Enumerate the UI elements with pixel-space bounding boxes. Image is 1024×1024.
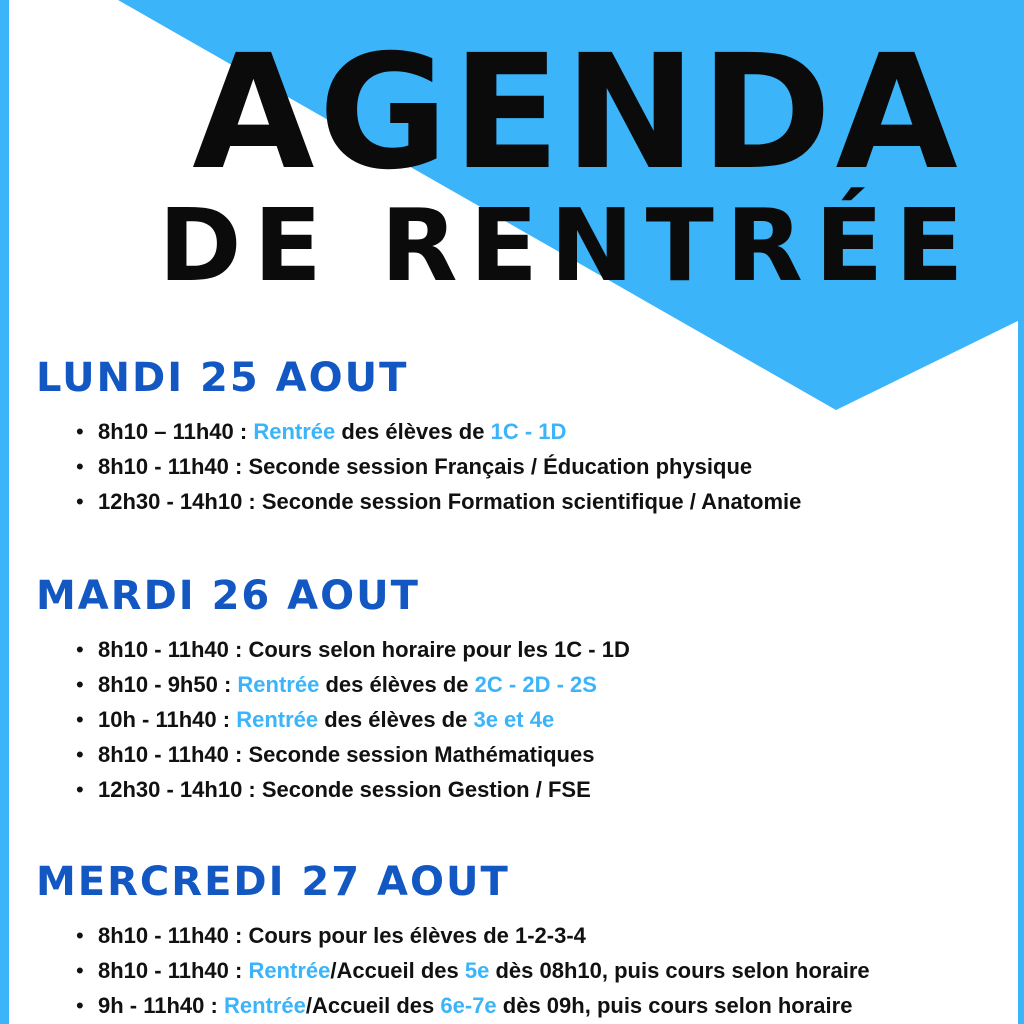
bullet-icon: • xyxy=(76,454,84,479)
item-text: Cours selon horaire pour les 1C - 1D xyxy=(248,637,630,662)
schedule-item xyxy=(76,988,1004,1023)
day-heading: LUNDI 25 AOUT xyxy=(36,355,409,401)
item-text: /Accueil des xyxy=(330,958,465,983)
schedule-item xyxy=(76,667,1004,702)
time-range: 12h30 - 14h10 xyxy=(98,777,243,802)
separator: : xyxy=(228,958,249,983)
item-text: Seconde session Français / Éducation physique xyxy=(248,454,753,479)
time-range: 9h - 11h40 xyxy=(98,993,205,1018)
schedule-item xyxy=(76,918,1004,953)
day-section-mercredi xyxy=(36,858,1004,1023)
highlight-text: 3e et 4e xyxy=(473,707,555,732)
item-text: /Accueil des xyxy=(305,993,441,1018)
time-range: 8h10 - 11h40 xyxy=(98,958,229,983)
item-text: des élèves de xyxy=(318,707,474,732)
schedule-item xyxy=(76,953,1004,988)
item-text: Seconde session Formation scientifique / Anatomie xyxy=(261,489,802,514)
separator: : xyxy=(217,672,238,697)
page-title: AGENDA xyxy=(192,21,962,205)
separator: : xyxy=(228,742,249,767)
item-text: Cours pour les élèves de 1-2-3-4 xyxy=(248,923,586,948)
time-range: 8h10 - 11h40 xyxy=(98,742,229,767)
item-text: des élèves de xyxy=(319,672,475,697)
highlight-text: Rentrée xyxy=(236,707,319,732)
bullet-icon: • xyxy=(76,419,84,444)
schedule-item xyxy=(76,484,1004,519)
separator: : xyxy=(242,489,262,514)
separator: : xyxy=(216,707,237,732)
item-text: Seconde session Mathématiques xyxy=(248,742,595,767)
separator: : xyxy=(204,993,224,1018)
highlight-text: Rentrée xyxy=(223,993,306,1018)
page-subtitle: DE RENTRÉE xyxy=(158,187,976,304)
schedule-item xyxy=(76,449,1004,484)
day-heading: MARDI 26 AOUT xyxy=(36,573,420,619)
bullet-icon: • xyxy=(76,489,84,514)
bullet-icon: • xyxy=(76,637,84,662)
bullet-icon: • xyxy=(76,707,84,732)
time-range: 8h10 - 11h40 xyxy=(98,637,229,662)
schedule-item xyxy=(76,414,1004,449)
schedule-item xyxy=(76,702,1004,737)
separator: : xyxy=(228,923,249,948)
highlight-text: 2C - 2D - 2S xyxy=(474,672,597,697)
time-range: 8h10 – 11h40 xyxy=(98,419,234,444)
item-text: dès 09h, puis cours selon horaire xyxy=(496,993,853,1018)
separator: : xyxy=(228,637,249,662)
bullet-icon: • xyxy=(76,958,84,983)
schedule-list xyxy=(36,918,1004,1023)
highlight-text: Rentrée xyxy=(248,958,331,983)
highlight-text: Rentrée xyxy=(237,672,320,697)
time-range: 10h - 11h40 xyxy=(98,707,217,732)
time-range: 12h30 - 14h10 xyxy=(98,489,243,514)
schedule-item xyxy=(76,772,1004,807)
time-range: 8h10 - 9h50 xyxy=(98,672,218,697)
bullet-icon: • xyxy=(76,777,84,802)
bullet-icon: • xyxy=(76,923,84,948)
day-heading: MERCREDI 27 AOUT xyxy=(36,859,510,905)
item-text: dès 08h10, puis cours selon horaire xyxy=(489,958,870,983)
schedule-list xyxy=(36,414,1004,519)
highlight-text: 1C - 1D xyxy=(490,419,567,444)
item-text: des élèves de xyxy=(335,419,491,444)
day-section-lundi xyxy=(36,354,1004,519)
schedule-item xyxy=(76,632,1004,667)
schedule-list xyxy=(36,632,1004,807)
time-range: 8h10 - 11h40 xyxy=(98,923,229,948)
separator: : xyxy=(228,454,249,479)
schedule-item xyxy=(76,737,1004,772)
time-range: 8h10 - 11h40 xyxy=(98,454,229,479)
highlight-text: 5e xyxy=(464,958,490,983)
separator: : xyxy=(242,777,262,802)
bullet-icon: • xyxy=(76,993,84,1018)
bullet-icon: • xyxy=(76,672,84,697)
highlight-text: Rentrée xyxy=(253,419,336,444)
item-text: Seconde session Gestion / FSE xyxy=(261,777,591,802)
separator: : xyxy=(233,419,254,444)
highlight-text: 6e-7e xyxy=(440,993,497,1018)
day-section-mardi xyxy=(36,572,1004,807)
bullet-icon: • xyxy=(76,742,84,767)
